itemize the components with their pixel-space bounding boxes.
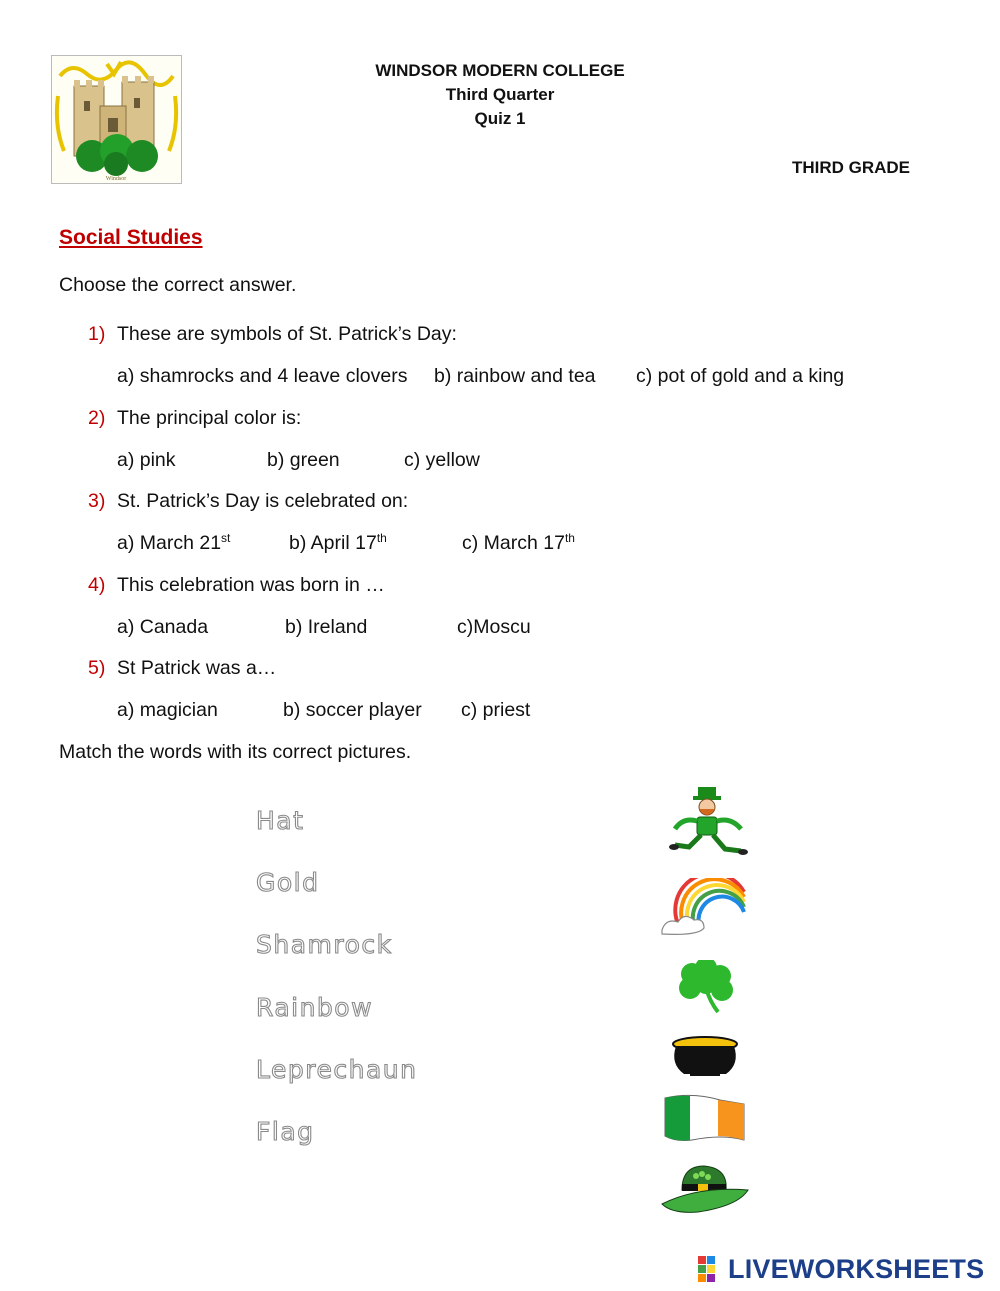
match-word-hat[interactable]: Hat xyxy=(256,806,305,835)
liveworksheets-branding xyxy=(698,1252,998,1286)
question-2 xyxy=(88,407,302,430)
question-number: 5) xyxy=(88,657,106,679)
ordinal-suffix: th xyxy=(376,531,387,545)
grade-label: THIRD GRADE xyxy=(791,158,910,177)
question-3 xyxy=(88,490,409,513)
option-b[interactable]: b) Ireland xyxy=(285,616,368,638)
option-b[interactable]: b) green xyxy=(267,449,340,471)
question-5 xyxy=(88,657,277,680)
shamrock-icon[interactable] xyxy=(670,960,740,1015)
option-b[interactable] xyxy=(289,532,387,555)
ordinal-suffix: st xyxy=(221,531,231,545)
option-text: b) April 17 xyxy=(289,532,377,554)
option-text: a) March 21 xyxy=(117,532,222,554)
match-word-gold[interactable]: Gold xyxy=(256,868,320,897)
match-word-shamrock[interactable]: Shamrock xyxy=(256,930,393,959)
question-text: These are symbols of St. Patrick’s Day: xyxy=(117,323,457,345)
option-a[interactable]: a) pink xyxy=(117,449,176,471)
question-1 xyxy=(88,323,457,346)
subject-title: Social Studies xyxy=(59,226,203,249)
school-name: WINDSOR MODERN COLLEGE xyxy=(375,61,625,80)
castle-logo-icon xyxy=(52,56,181,183)
option-a[interactable] xyxy=(117,532,230,555)
option-text: c) March 17 xyxy=(462,532,565,554)
question-number: 2) xyxy=(88,407,106,429)
option-a[interactable]: a) shamrocks and 4 leave clovers xyxy=(117,365,408,387)
match-word-flag[interactable]: Flag xyxy=(256,1117,315,1146)
rainbow-icon[interactable] xyxy=(658,878,748,938)
option-a[interactable]: a) magician xyxy=(117,699,218,721)
logo-caption: Windsor xyxy=(105,176,127,182)
question-number: 1) xyxy=(88,323,106,345)
irish-flag-icon[interactable] xyxy=(662,1092,747,1147)
leprechaun-icon[interactable] xyxy=(665,787,750,857)
pot-of-gold-icon[interactable] xyxy=(668,1034,743,1079)
instructions: Choose the correct answer. xyxy=(59,274,297,296)
option-b[interactable]: b) soccer player xyxy=(283,699,422,721)
option-c[interactable]: c) priest xyxy=(461,699,531,721)
question-4 xyxy=(88,574,385,597)
option-c[interactable]: c) pot of gold and a king xyxy=(636,365,845,387)
match-word-rainbow[interactable]: Rainbow xyxy=(256,993,374,1022)
option-a[interactable]: a) Canada xyxy=(117,616,209,638)
question-number: 4) xyxy=(88,574,106,596)
question-text: St Patrick was a… xyxy=(117,657,277,679)
school-logo xyxy=(51,55,182,184)
match-word-leprechaun[interactable]: Leprechaun xyxy=(256,1055,418,1084)
question-text: The principal color is: xyxy=(117,407,302,429)
question-text: This celebration was born in … xyxy=(117,574,385,596)
question-text: St. Patrick’s Day is celebrated on: xyxy=(117,490,409,512)
option-c[interactable]: c) yellow xyxy=(404,449,480,471)
option-c[interactable] xyxy=(462,532,575,555)
liveworksheets-logo-icon xyxy=(698,1256,724,1284)
question-number: 3) xyxy=(88,490,106,512)
quiz-label: Quiz 1 xyxy=(474,109,526,128)
brand-name: LIVEWORKSHEETS xyxy=(728,1254,985,1284)
option-b[interactable]: b) rainbow and tea xyxy=(434,365,596,387)
quarter-label: Third Quarter xyxy=(445,85,555,104)
ordinal-suffix: th xyxy=(564,531,575,545)
match-instructions: Match the words with its correct pictures. xyxy=(59,741,412,763)
option-c[interactable]: c)Moscu xyxy=(457,616,531,638)
hat-icon[interactable] xyxy=(658,1160,753,1215)
